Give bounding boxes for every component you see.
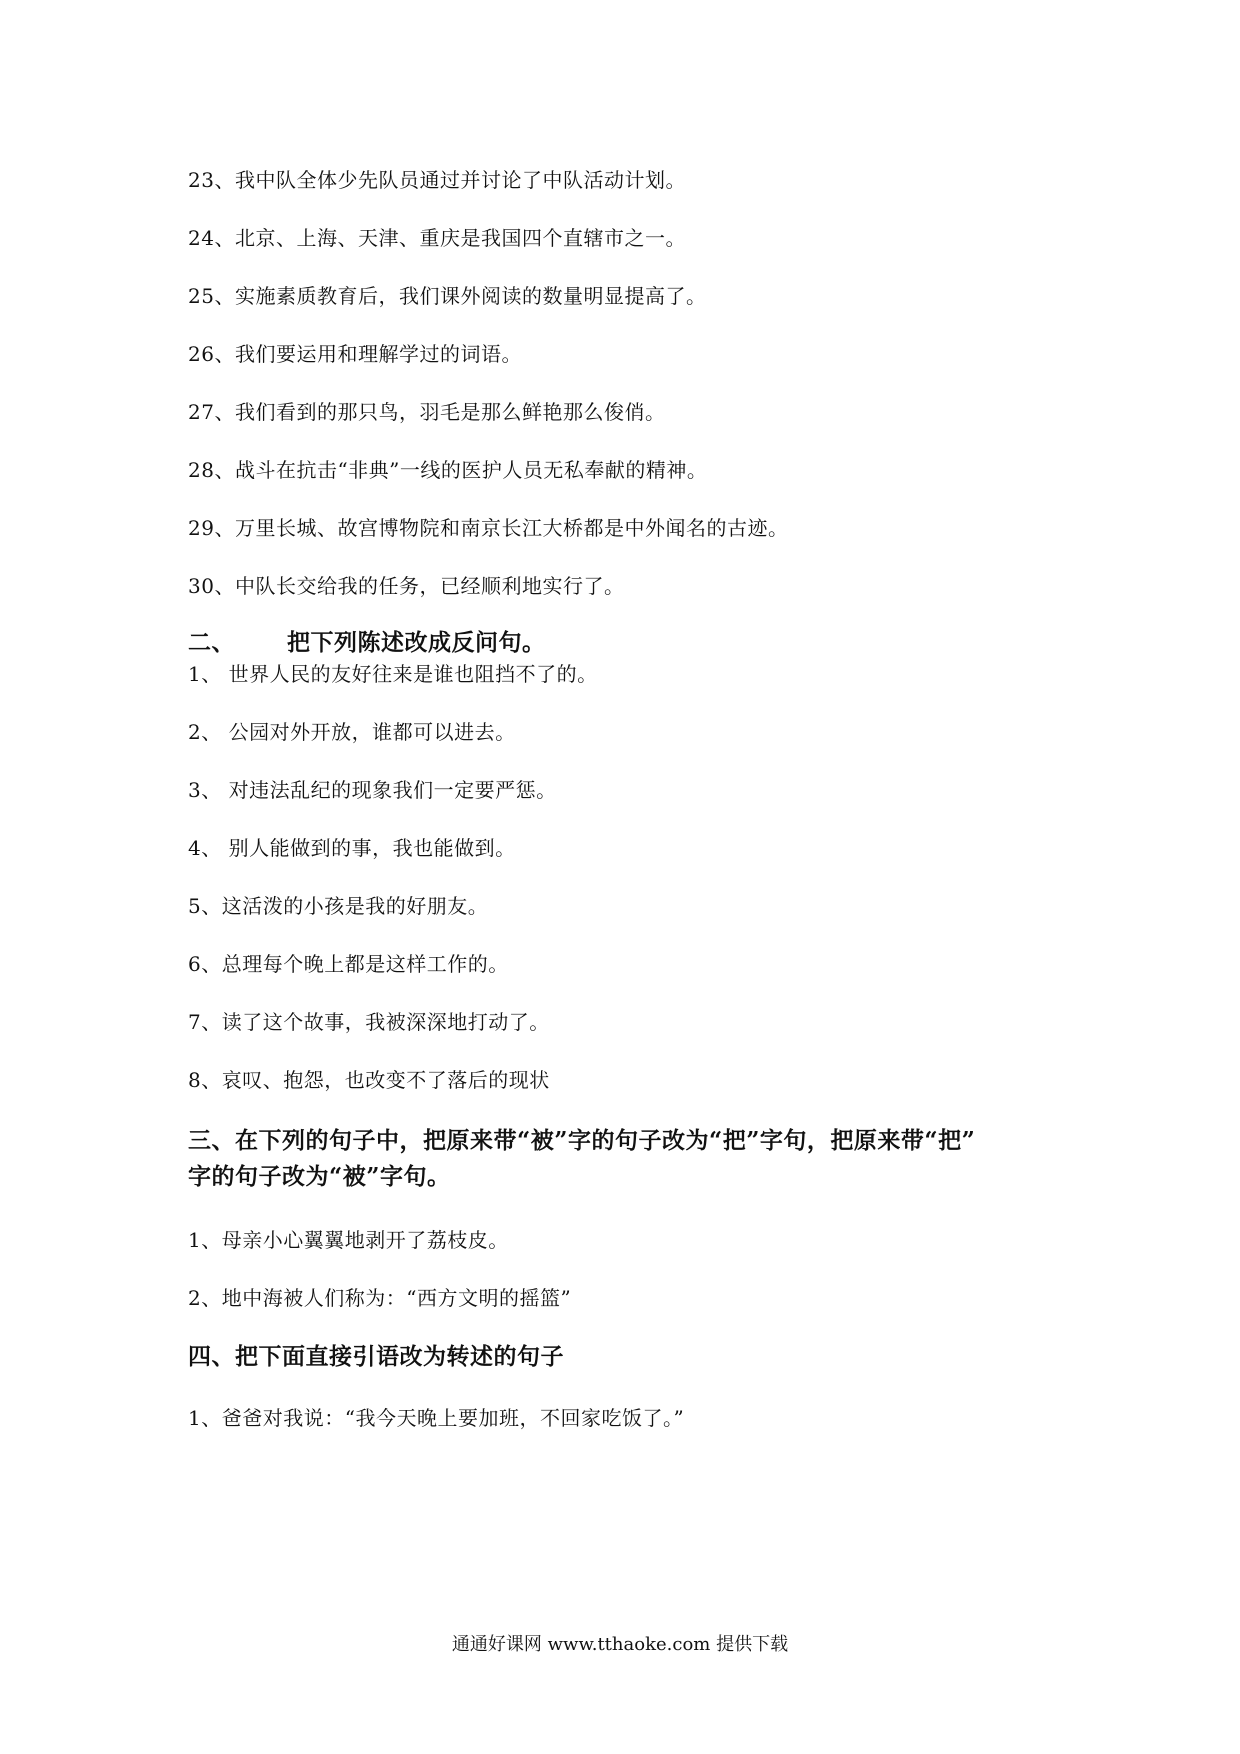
sentence-item-30: 30、中队长交给我的任务，已经顺利地实行了。 xyxy=(188,574,625,598)
section-4-heading: 四、把下面直接引语改为转述的句子 xyxy=(188,1343,564,1370)
section-2-heading xyxy=(188,626,546,660)
rhetorical-item-2: 2、 公园对外开放，谁都可以进去。 xyxy=(188,720,516,744)
sentence-item-26: 26、我们要运用和理解学过的词语。 xyxy=(188,342,522,366)
section-2-title: 把下列陈述改成反问句。 xyxy=(287,629,546,656)
rhetorical-item-7: 7、读了这个故事，我被深深地打动了。 xyxy=(188,1010,550,1034)
sentence-item-24: 24、北京、上海、天津、重庆是我国四个直辖市之一。 xyxy=(188,226,686,250)
sentence-item-27: 27、我们看到的那只鸟，羽毛是那么鲜艳那么俊俏。 xyxy=(188,400,666,424)
rhetorical-item-8: 8、哀叹、抱怨，也改变不了落后的现状 xyxy=(188,1068,550,1092)
rhetorical-item-6: 6、总理每个晚上都是这样工作的。 xyxy=(188,952,509,976)
sentence-item-28: 28、战斗在抗击“非典”一线的医护人员无私奉献的精神。 xyxy=(188,458,708,482)
rhetorical-item-4: 4、 别人能做到的事，我也能做到。 xyxy=(188,836,516,860)
ba-bei-item-1: 1、母亲小心翼翼地剥开了荔枝皮。 xyxy=(188,1228,509,1252)
rhetorical-item-1: 1、 世界人民的友好往来是谁也阻挡不了的。 xyxy=(188,662,598,686)
section-2-number: 二、 xyxy=(188,629,235,656)
section-3-heading-line-1: 三、在下列的句子中，把原来带“被”字的句子改为“把”字句，把原来带“把” xyxy=(188,1127,976,1154)
rhetorical-item-5: 5、这活泼的小孩是我的好朋友。 xyxy=(188,894,489,918)
rhetorical-item-3: 3、 对违法乱纪的现象我们一定要严惩。 xyxy=(188,778,557,802)
page-footer: 通通好课网 www.tthaoke.com 提供下载 xyxy=(451,1634,789,1655)
quote-item-1: 1、爸爸对我说：“我今天晚上要加班，不回家吃饭了。” xyxy=(188,1406,685,1430)
section-3-heading-line-2: 字的句子改为“被”字句。 xyxy=(188,1163,451,1190)
sentence-item-29: 29、万里长城、故宫博物院和南京长江大桥都是中外闻名的古迹。 xyxy=(188,516,789,540)
sentence-item-25: 25、实施素质教育后，我们课外阅读的数量明显提高了。 xyxy=(188,284,707,308)
sentence-item-23: 23、我中队全体少先队员通过并讨论了中队活动计划。 xyxy=(188,168,686,192)
ba-bei-item-2: 2、地中海被人们称为：“西方文明的摇篮” xyxy=(188,1286,572,1310)
